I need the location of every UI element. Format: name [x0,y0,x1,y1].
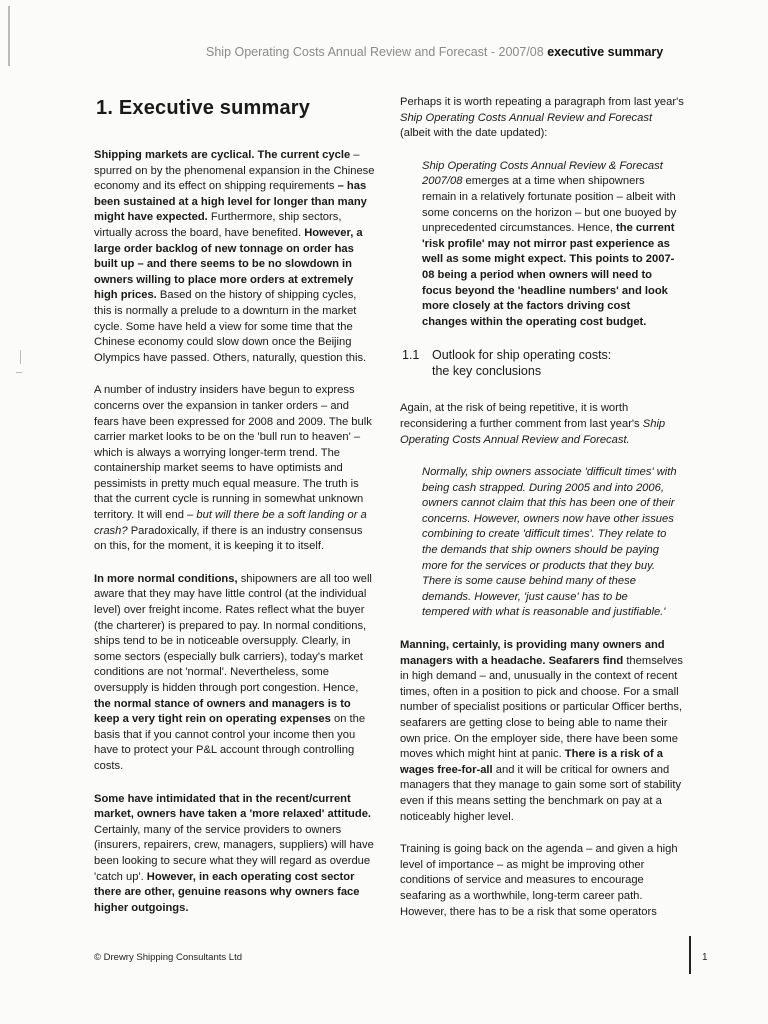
italic-text: Ship Operating Costs Annual Review and Forecast. [400,417,666,446]
paragraph [400,401,684,448]
paragraph [94,148,376,366]
body-text: Certainly, many of the service providers to owners (insurers, repairers, crew, managers, suppliers) will have been looking to secure what they will regard as overdue 'catch up'. [94,823,374,883]
italic-text: Normally, ship owners associate 'difficult times' with being cash strapped. During 2005 and into 2006, owners cannot claim that this has been one of their concerns. However, owners now have other issues combining to create 'difficult times'. They relate to the demands that ship owners should be paying more for the services or products that they buy. There is some cause behind many of these demands. However, 'just cause' has to be tempered with what is reasonable and justifiable.' [422,466,677,619]
body-text: Perhaps it is worth repeating a paragraph from last year's [400,96,684,108]
bold-text: There is a risk of a wages free-for-all [400,748,664,776]
running-header [206,45,686,59]
paragraph [400,95,684,142]
italic-text: Ship Operating Costs Annual Review & Forecast 2007/08 [422,159,663,188]
body-text: Training is going back on the agenda – and given a high level of importance – as might be improving other conditions of service and measures to encourage seafaring as a worthwhile, long-term career path. However, there has to be a risk that some operators [400,843,678,918]
body-text: (albeit with the date updated): [400,127,548,140]
paragraph [94,572,376,775]
block-quote [422,159,678,331]
right-column [400,95,684,937]
scan-artifact [16,372,22,373]
italic-text: Ship Operating Costs Annual Review and Forecast [400,111,653,124]
paragraph [400,842,684,920]
page-number-rule [689,936,691,974]
bold-text: Some have intimidated that in the recent/current market, owners have taken a 'more relaxed' attitude. [94,792,372,821]
body-text: – spurred on by the phenomenal expansion in the Chinese economy and its effect on shipping requirements [94,149,375,193]
footer-copyright: © Drewry Shipping Consultants Ltd [94,952,242,963]
section-heading [402,347,684,379]
bold-text: In more normal conditions, [94,572,238,585]
scan-artifact [20,350,21,364]
bold-text: However, a large order backlog of new tonnage on order has built up – and there seems to be no slowdown in owners willing to place more orders at extremely high prices. [94,226,363,302]
body-text: Furthermore, ship sectors, virtually across the board, have benefited. [94,211,342,239]
body-text: Paradoxically, if there is an industry consensus on this, for the moment, it is keeping it to itself. [94,524,363,553]
bold-text: Shipping markets are cyclical. The current cycle [94,149,351,161]
page-number: 1 [702,952,708,963]
section-title-line-1: Outlook for ship operating costs: [432,348,612,363]
section-title-line-2: the key conclusions [432,364,542,379]
paragraph [94,792,376,917]
bold-text: the current 'risk profile' may not mirror past experience as well as some might expect. This points to 2007-08 being a period when owners will need to focus beyond the 'headline numbers' and look more closely at the factors driving cost changes within the operating cost budget. [422,222,675,328]
body-text: A number of industry insiders have begun to express concerns over the expansion in tanker orders – and fears have been expressed for 2008 and 2009. The bulk carrier market looks to be on the 'bull run to heaven' – which is always a worrying longer-term trend. The containership market seems to have optimists and pessimists in pretty much equal measure. The truth is that the current cycle is running in somewhat unknown territory. It will end – [94,384,372,522]
bold-text: the normal stance of owners and managers is to keep a very tight rein on operating expenses [94,697,351,726]
paragraph [94,383,376,555]
bold-text: Manning, certainly, is providing many owners and managers with a headache. Seafarers find [400,639,665,667]
bold-text: However, in each operating cost sector there are other, genuine reasons why owners face higher outgoings. [94,870,360,914]
block-quote [422,465,678,621]
body-text: and it will be critical for owners and managers that they manage to gain some sort of stability even if this means setting the benchmark on pay at a noticeably higher level. [400,763,682,823]
scan-artifact [8,6,10,66]
italic-text: but will there be a soft landing or a crash? [94,509,367,537]
running-header-section: executive summary [547,45,664,59]
left-column [94,96,376,933]
bold-text: – has been sustained at a high level for longer than many might have expected. [94,180,367,224]
body-text: themselves in high demand – and, unusually in the context of recent times, often in a position to pick and choose. For a small number of specialist positions or particular Officer berths, seafarers are getting close to being able to name their own price. On the employer side, there have been some moves which might hint at panic. [400,654,683,761]
body-text: emerges at a time when shipowners remain in a relatively fortunate position – albeit with some concerns on the horizon – but one buoyed by unprecedented circumstances. Hence, [422,175,677,235]
paragraph [400,638,684,825]
running-header-title: Ship Operating Costs Annual Review and Forecast - 2007/08 [206,45,544,59]
body-text: Based on the history of shipping cycles, this is normally a prelude to a downturn in the market cycle. Some have held a view for some time that the Chinese economy could slow down once the Beijing Olympics have passed. Others, naturally, question this. [94,289,367,364]
page-title: 1. Executive summary [96,97,311,119]
body-text: on the basis that if you cannot control your income then you have to protect your P&L account through controlling costs. [94,713,366,772]
section-number: 1.1 [402,348,420,363]
body-text: shipowners are all too well aware that they may have little control (at the individual level) over freight income. Rates reflect what the buyer (the charterer) is prepared to pay. In normal conditions, ships tend to be in noticeable oversupply. Clearly, in some sectors (especially bulk carriers), today's market conditions are not 'normal'. Nevertheless, some oversupply is hidden through port congestion. Hence, [94,572,372,694]
body-text: Again, at the risk of being repetitive, it is worth reconsidering a further comment from last year's [400,402,643,430]
